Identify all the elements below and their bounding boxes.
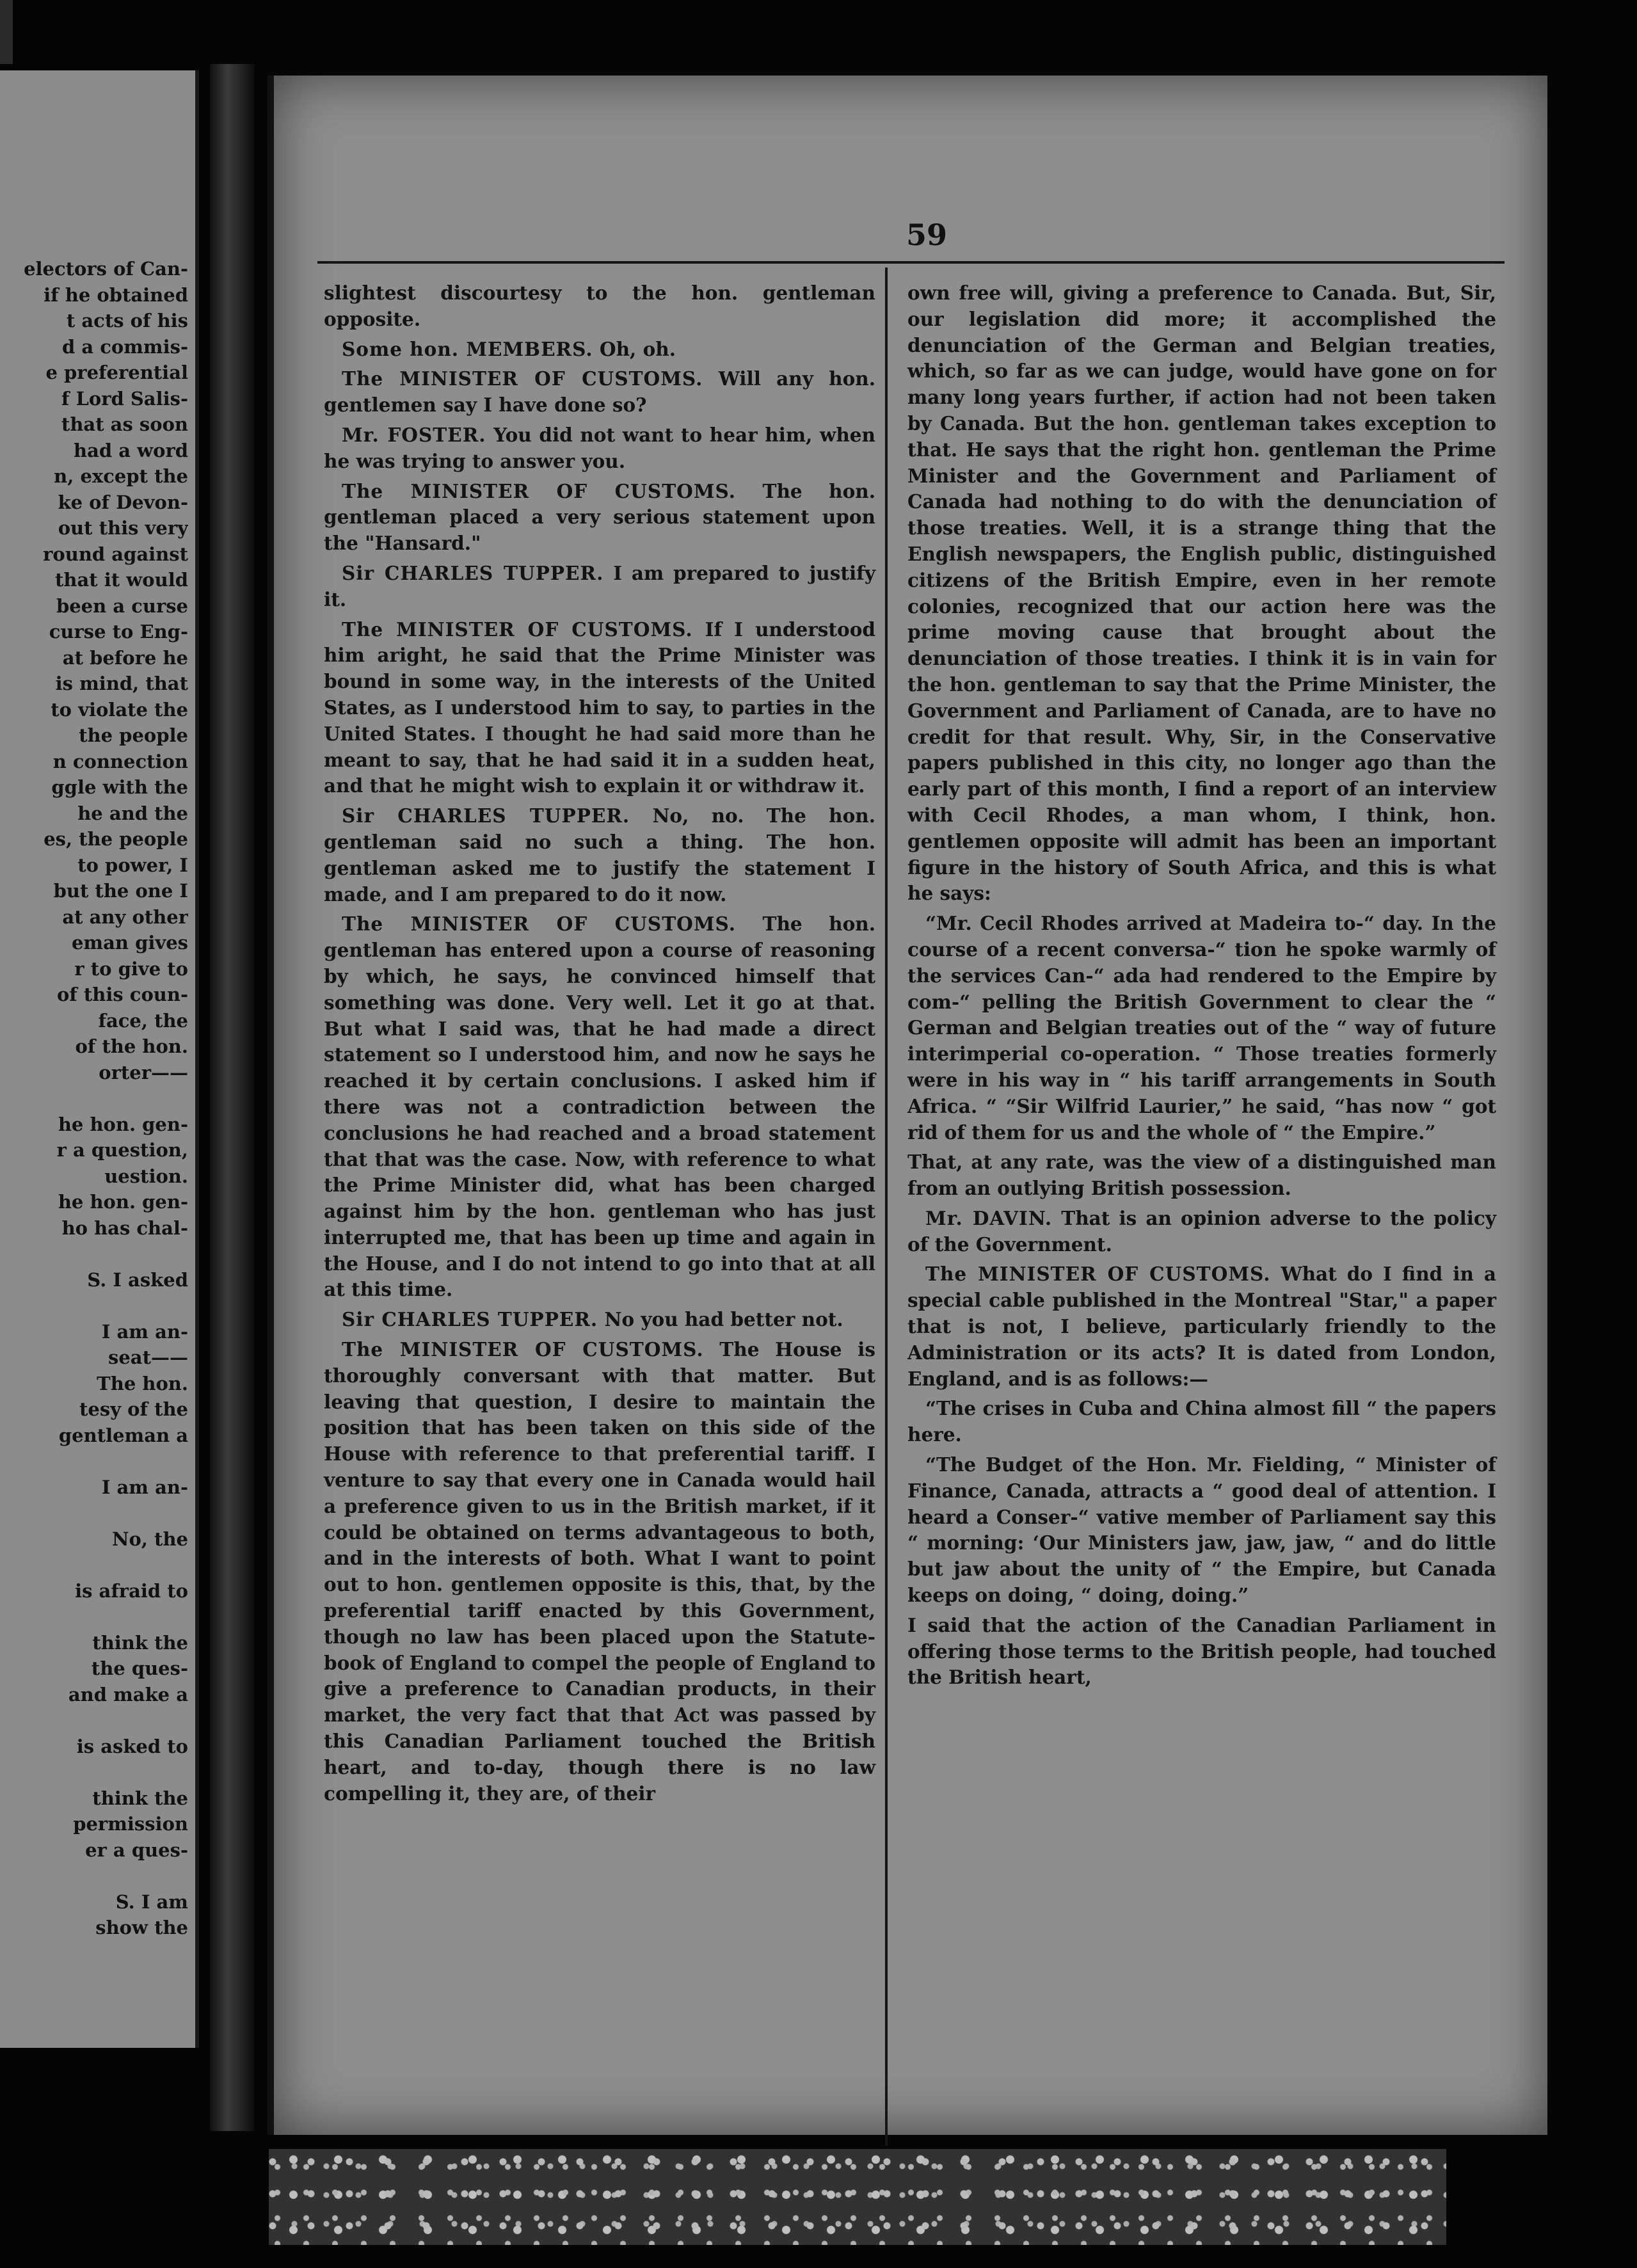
fragment-line: round against	[43, 543, 188, 565]
fragment-line: The hon.	[97, 1372, 188, 1394]
fragment-line: been a curse	[56, 595, 188, 617]
paragraph	[324, 911, 875, 1303]
previous-page-fragment	[0, 70, 199, 2048]
fragment-line: is afraid to	[75, 1579, 188, 1602]
fragment-line: e preferential	[45, 362, 188, 383]
fragment-line	[3, 1863, 188, 1889]
speaker-name: Sir CHARLES TUPPER.	[342, 804, 630, 827]
paragraph	[324, 280, 875, 333]
fragment-line: that as soon	[61, 413, 188, 435]
speaker-name: The MINISTER OF CUSTOMS.	[342, 618, 693, 641]
fragment-line: show the	[95, 1917, 188, 1938]
right-text-column	[907, 280, 1496, 1695]
paragraph	[324, 803, 875, 907]
paragraph-text: I said that the action of the Canadian Parliament in offering those terms to the British people, had touched the British heart,	[907, 1613, 1496, 1689]
paragraph-text: “The crises in Cuba and China almost fill “ the papers here.	[907, 1397, 1496, 1446]
fragment-line: r a question,	[56, 1139, 188, 1161]
fragment-line: at before he	[62, 646, 188, 669]
paragraph-text: If I understood him aright, he said that the Prime Minister was bound in some way, in the interests of the United States, as I understood him to say, to parties in the United States. I thought he had said more than he meant to say, that he had said it in a sudden heat, and that he might wish to explain it or withdraw it.	[324, 618, 875, 797]
fragment-line	[3, 1552, 188, 1578]
paragraph	[907, 280, 1496, 907]
fragment-line: at any other	[62, 906, 188, 928]
fragment-line	[3, 1759, 188, 1785]
fragment-line: he hon. gen-	[58, 1113, 188, 1135]
fragment-line: and make a	[68, 1683, 188, 1705]
fragment-line: er a ques-	[85, 1839, 188, 1861]
paragraph-text: Oh, oh.	[599, 337, 676, 360]
fragment-line: ke of Devon-	[58, 491, 188, 513]
speaker-name: The MINISTER OF CUSTOMS.	[342, 913, 737, 936]
fragment-line: face, the	[98, 1009, 188, 1032]
fragment-line: but the one I	[53, 880, 188, 902]
paragraph-text: slightest discourtesy to the hon. gentleman opposite.	[324, 282, 875, 330]
paragraph	[324, 337, 875, 363]
paragraph	[907, 1396, 1496, 1448]
previous-page-text	[3, 256, 188, 1941]
fragment-line: permission	[73, 1813, 188, 1835]
fragment-line: tesy of the	[79, 1398, 188, 1420]
paragraph	[907, 1149, 1496, 1202]
fragment-line: curse to Eng-	[49, 621, 188, 643]
fragment-line: is mind, that	[55, 673, 188, 694]
paragraph	[324, 617, 875, 800]
speaker-name: Mr. DAVIN.	[925, 1206, 1053, 1229]
speaker-name: Sir CHARLES TUPPER.	[342, 1308, 598, 1331]
fragment-line: t acts of his	[66, 310, 188, 331]
speaker-name: Some hon. MEMBERS.	[342, 337, 593, 360]
fragment-line: n connection	[52, 750, 188, 772]
fragment-line: S. I asked	[87, 1268, 188, 1291]
paragraph-text: The hon. gentleman placed a very serious statement upon the "Hansard."	[324, 479, 875, 555]
paragraph-text: Will any hon. gentlemen say I have done so?	[324, 367, 875, 417]
fragment-line	[3, 1707, 188, 1734]
paragraph-text: The House is thoroughly conversant with that matter. But leaving that question, I desire to maintain the position that has been taken on this side of the House with reference to that preferential tariff. I venture to say that every one in Canada would hail a preference given to us in the British market, if it could be obtained on terms advantageous to both, and in the interests of both. What I want to point out to hon. gentlemen opposite is this, that, by the preferential tariff enacted by this Government, though no law has been placed upon the Statute-book of England to compel the people of England to give a preference to Canadian products, in their market, the very fact that that Act was passed by this Canadian Parliament touched the British heart, and to-day, though there is no law compelling it, they are, of their	[324, 1338, 875, 1805]
fragment-line: f Lord Salis-	[61, 387, 188, 410]
fragment-line: is asked to	[76, 1735, 188, 1757]
speaker-name: The MINISTER OF CUSTOMS.	[342, 1338, 704, 1361]
paragraph	[324, 479, 875, 557]
marbled-page-edge	[269, 2149, 1446, 2245]
fragment-line	[3, 1085, 188, 1112]
fragment-line: he and the	[77, 802, 188, 824]
speaker-name: Mr. FOSTER.	[342, 423, 486, 446]
fragment-line: he hon. gen-	[58, 1191, 188, 1213]
paragraph-text: What do I find in a special cable published in the Montreal "Star," a paper that is not, I believe, particularly friendly to the Administration or its acts? It is dated from London, England, and is as follows:—	[907, 1263, 1496, 1390]
paragraph-text: No you had better not.	[604, 1308, 843, 1331]
speaker-name: Sir CHARLES TUPPER.	[342, 561, 604, 584]
fragment-line: S. I am	[115, 1890, 188, 1913]
paragraph-text: No, no. The hon. gentleman said no such a thing. The hon. gentleman asked me to justify the statement I made, and I am prepared to do it now.	[324, 804, 875, 906]
paragraph-text: That is an opinion adverse to the policy of the Government.	[907, 1206, 1496, 1256]
fragment-line: to violate the	[51, 698, 188, 721]
speaker-name: The MINISTER OF CUSTOMS.	[342, 479, 737, 502]
fragment-line: I am an-	[101, 1320, 188, 1343]
paragraph-text: own free will, giving a preference to Canada. But, Sir, our legislation did more; it accomplished the denunciation of the German and Belgian treaties, which, so far as we can judge, would have gone on for many long years further, if action had not been taken by Canada. But the hon. gentleman takes exception to that. He says that the right hon. gentleman the Prime Minister and the Government and Parliament of Canada had nothing to do with the denunciation of those treaties. Well, it is a strange thing that the English newspapers, the English public, distinguished citizens of the British Empire, even in her remote colonies, recognized that our action here was the prime moving cause that brought about the denunciation of those treaties. I think it is in vain for the hon. gentleman to say that the Prime Minister, the Government and Parliament of Canada, are to have no credit for that result. Why, Sir, in the Conservative papers published in this city, no longer ago than the early part of this month, I find a report of an interview with Cecil Rhodes, a man whom, I think, hon. gentlemen opposite will admit has been an important figure in the history of South Africa, and this is what he says:	[907, 282, 1496, 905]
fragment-line: to power, I	[77, 854, 188, 876]
fragment-line	[3, 1448, 188, 1474]
paragraph	[324, 366, 875, 419]
paragraph-text: “The Budget of the Hon. Mr. Fielding, “ Minister of Finance, Canada, attracts a “ good deal of attention. I heard a Conser-“ vative member of Parliament say this “ morning: ‘Our Ministers jaw, jaw, jaw, “ and do little but jaw about the unity of “ the Empire, but Canada keeps on doing, “ doing, doing.”	[907, 1453, 1496, 1607]
paragraph-text: You did not want to hear him, when he was trying to answer you.	[324, 423, 875, 472]
fragment-line: n, except the	[54, 465, 188, 487]
fragment-line: out this very	[58, 517, 188, 539]
fragment-line: electors of Can-	[24, 258, 188, 280]
fragment-line: No, the	[112, 1528, 188, 1550]
fragment-line: gentleman a	[58, 1424, 188, 1446]
fragment-line: think the	[92, 1631, 188, 1654]
fragment-line: of this coun-	[56, 984, 188, 1005]
speaker-name: The MINISTER OF CUSTOMS.	[925, 1263, 1271, 1286]
paragraph-text: The hon. gentleman has entered upon a course of reasoning by which, he says, he convinced himself that something was done. Very well. Let it go at that. But what I said was, that he had made a direct statement so I understood him, and now he says he reached it by certain conclusions. I asked him if there was not a contradiction between the conclusions he had reached and a broad statement that that was the case. Now, with reference to what the Prime Minister did, what has been charged against him by the hon. gentleman who has just interrupted me, that has been up time and again in the House, and I do not intend to go into that at all at this time.	[324, 913, 875, 1301]
paragraph-text: I am prepared to justify it.	[324, 561, 875, 611]
paragraph	[907, 1206, 1496, 1258]
paragraph	[324, 1337, 875, 1807]
paragraph-text: “Mr. Cecil Rhodes arrived at Madeira to-“ day. In the course of a recent conversa-“ tion he spoke warmly of the services Can-“ ada had rendered to the Empire by com-“ pelling the British Government to clear the “ German and Belgian treaties out of the “ way of future interimperial co-operation. “ Those treaties formerly were in his way in “ his tariff arrangements in South Africa. “ “Sir Wilfrid Laurier,” he said, “has now “ got rid of them for us and the whole of “ the Empire.”	[907, 912, 1496, 1144]
paragraph	[907, 1613, 1496, 1691]
fragment-line: uestion.	[104, 1165, 188, 1187]
column-divider	[885, 268, 888, 2146]
scan-corner-mark	[0, 0, 13, 64]
paragraph	[324, 561, 875, 613]
book-spine-edge	[210, 64, 255, 2131]
page-number: 59	[906, 218, 947, 252]
paragraph	[907, 911, 1496, 1146]
fragment-line: eman gives	[71, 932, 188, 954]
fragment-line: the people	[79, 724, 188, 746]
fragment-line	[3, 1241, 188, 1267]
speaker-name: The MINISTER OF CUSTOMS.	[342, 367, 703, 390]
fragment-line: think the	[92, 1787, 188, 1809]
fragment-line: ho has chal-	[61, 1217, 188, 1239]
paragraph	[324, 422, 875, 475]
fragment-line: r to give to	[74, 957, 188, 980]
left-text-column	[324, 280, 875, 1810]
fragment-line: of the hon.	[75, 1035, 188, 1057]
fragment-line: orter——	[99, 1061, 188, 1083]
fragment-line: seat——	[108, 1346, 188, 1368]
fragment-line: had a word	[74, 439, 188, 461]
fragment-line: d a commis-	[61, 335, 188, 358]
fragment-line: ggle with the	[51, 776, 188, 798]
fragment-line	[3, 1500, 188, 1526]
fragment-line: that it would	[55, 569, 188, 591]
paragraph	[324, 1307, 875, 1333]
fragment-line: es, the people	[44, 828, 188, 850]
fragment-line: I am an-	[101, 1476, 188, 1498]
document-page	[268, 76, 1547, 2135]
paragraph-text: That, at any rate, was the view of a distinguished man from an outlying British possession.	[907, 1151, 1496, 1200]
header-rule	[317, 261, 1505, 264]
fragment-line: the ques-	[91, 1657, 188, 1679]
paragraph	[907, 1261, 1496, 1392]
fragment-line	[3, 1604, 188, 1630]
fragment-line: if he obtained	[44, 284, 188, 306]
paragraph	[907, 1452, 1496, 1609]
fragment-line	[3, 1293, 188, 1319]
